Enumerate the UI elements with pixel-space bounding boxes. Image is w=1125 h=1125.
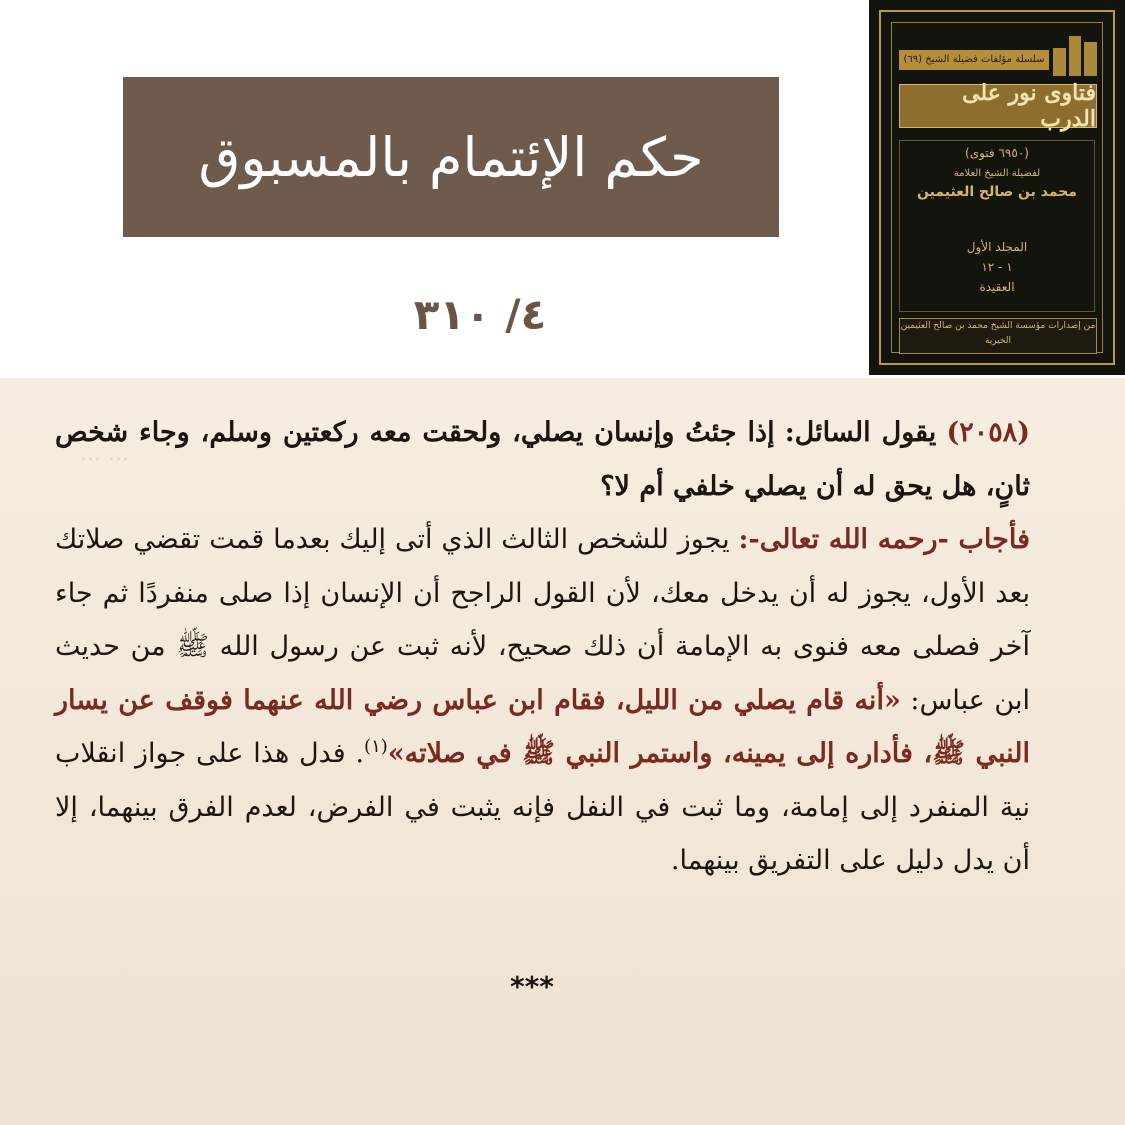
book-cover [869,0,1125,375]
bleed-through-text: ··· ··· [80,448,129,473]
answer-label: فأجاب -رحمه الله تعالى-: [738,524,1030,555]
page-body [55,406,1030,888]
title-banner [123,77,779,237]
books-icon [1053,36,1097,76]
hadith-quote: «أنه قام يصلي من الليل، فقام ابن عباس رضي الله عنهما فوقف عن يسار النبي ﷺ، فأداره إلى يمينه، واستمر النبي ﷺ في صلاته» [55,684,1030,769]
question-label: يقول السائل: [784,417,937,448]
cover-range: ١ - ١٢ [981,260,1013,274]
footnote-marker: (١) [364,736,388,757]
cover-series-label: سلسلة مؤلفات فضيلة الشيخ (٦٩) [899,50,1049,70]
answer-text-part1: يجوز للشخص الثالث الذي أتى إليك بعدما قمت تقضي صلاتك بعد الأول، يجوز له أن يدخل معك، لأن القول الراجح أن الإنسان إذا صلى منفردًا ثم جاء آخر فصلى معه فنوى به الإمامة أن ذلك صحيح، لأنه ثبت عن رسول الله ﷺ من حديث ابن عباس: [55,524,1030,716]
question-text: إذا جئتُ وإنسان يصلي، ولحقت معه ركعتين وسلم، وجاء شخص ثانٍ، هل يحق له أن يصلي خلفي أم لا؟ [55,417,1030,502]
cover-author-prefix: لفضيلة الشيخ العلامة [953,168,1041,179]
cover-author: محمد بن صالح العثيمين [917,184,1077,200]
cover-title: فتاوى نور على الدرب [899,84,1097,128]
question-number: (٢٠٥٨) [946,417,1031,448]
cover-subject: العقيدة [979,280,1015,294]
cover-volume: المجلد الأول [966,240,1028,254]
book-page-photo [0,378,1125,1125]
answer-text-part2: . فدل هذا على جواز انقلاب نية المنفرد إلى إمامة، وما ثبت في النفل فإنه يثبت في الفرض، لعدم الفرق بينهما، إلا أن يدل دليل على التفريق بينهما. [55,738,1030,876]
volume-page-reference: ٤/ ٣١٠ [413,290,547,339]
cover-publisher: من إصدارات مؤسسة الشيخ محمد بن صالح العثيمين الخيرية [899,318,1097,354]
cover-count: (٦٩٥٠ فتوى) [965,146,1029,160]
section-separator: *** [510,970,554,1003]
banner-title: حكم الإئتمام بالمسبوق [198,125,704,189]
